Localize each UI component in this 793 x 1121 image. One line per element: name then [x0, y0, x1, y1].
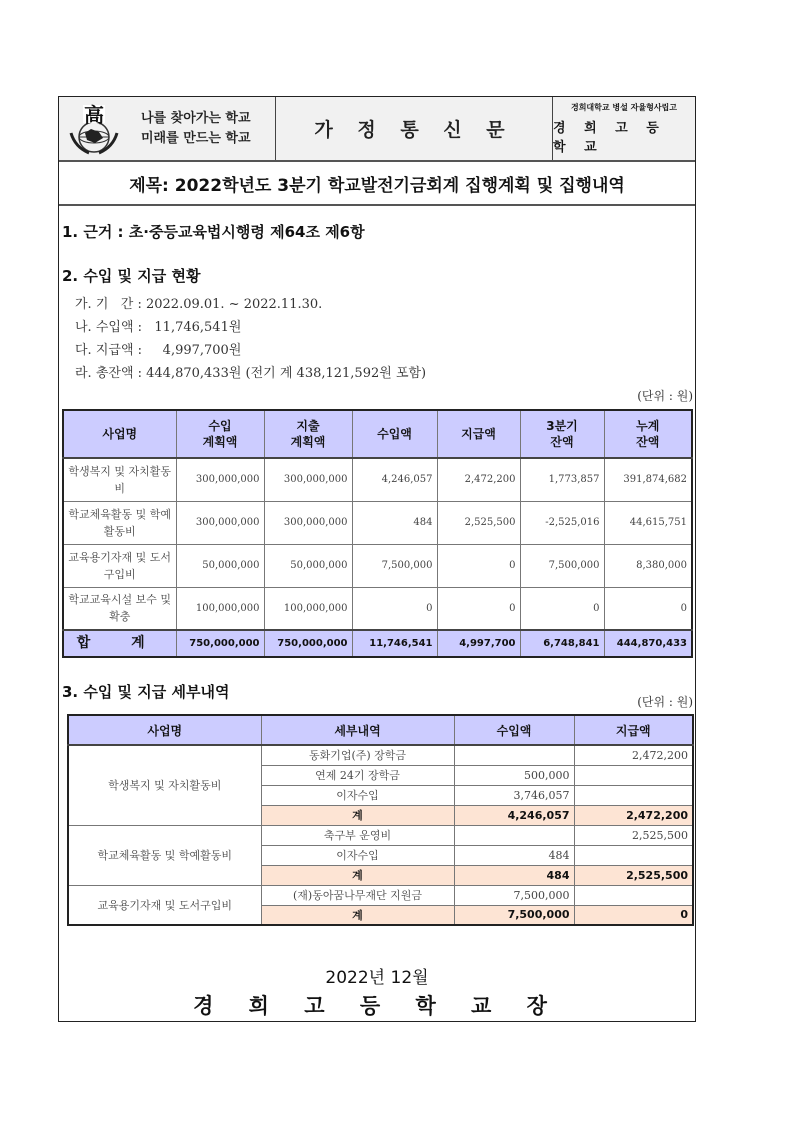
income-cell	[454, 825, 574, 845]
letterhead	[59, 97, 695, 162]
project-name: 학교교육시설 보수 및 확충	[63, 587, 176, 630]
project-name: 학생복지 및 자치활동비	[68, 745, 261, 825]
school-emblem-icon	[65, 103, 123, 155]
document-title: 제목: 2022학년도 3분기 학교발전기금회계 집행계획 및 집행내역	[59, 162, 695, 206]
letterhead-logo-cell	[59, 97, 276, 160]
project-name: 학교체육활동 및 학예활동비	[63, 501, 176, 544]
amount-cell: 300,000,000	[264, 458, 352, 501]
subtotal-label: 계	[261, 905, 454, 925]
subtotal-label: 계	[261, 865, 454, 885]
detail-cell: 연제 24기 장학금	[261, 765, 454, 785]
amount-cell: 2,472,200	[437, 458, 520, 501]
table-row	[63, 458, 692, 501]
col-header: 지급액	[437, 410, 520, 458]
total-cell: 750,000,000	[176, 630, 264, 657]
slogan-line-1: 나를 찾아가는 학교	[141, 111, 251, 126]
amount-cell: -2,525,016	[520, 501, 604, 544]
table-row	[68, 825, 693, 845]
budget-summary-table	[62, 409, 693, 658]
amount-cell: 8,380,000	[604, 544, 692, 587]
amount-cell: 300,000,000	[264, 501, 352, 544]
unit-label: (단위 : 원)	[637, 695, 693, 709]
amount-cell: 50,000,000	[264, 544, 352, 587]
amount-cell: 44,615,751	[604, 501, 692, 544]
detail-cell: (재)동아꿈나무재단 지원금	[261, 885, 454, 905]
detail-cell: 동화기업(주) 장학금	[261, 745, 454, 765]
total-label: 합 계	[63, 630, 176, 657]
section-1-heading: 1. 근거 : 초·중등교육법시행령 제64조 제6항	[62, 223, 365, 241]
issue-date: 2022년 12월	[325, 968, 429, 988]
income-cell: 484	[454, 845, 574, 865]
col-header: 수입 계획액	[176, 410, 264, 458]
section-3-heading: 3. 수입 및 지급 세부내역	[62, 683, 230, 701]
project-name: 학교체육활동 및 학예활동비	[68, 825, 261, 885]
income-cell: 500,000	[454, 765, 574, 785]
detail-cell: 이자수입	[261, 785, 454, 805]
table-row	[68, 745, 693, 765]
unit-label: (단위 : 원)	[637, 389, 693, 403]
school-name: 경 희 고 등 학 교	[553, 121, 666, 155]
table-row	[63, 587, 692, 630]
principal-signature: 경 희 고 등 학 교 장	[193, 994, 561, 1018]
table-header-row	[63, 410, 692, 458]
project-name: 교육용기자재 및 도서구입비	[63, 544, 176, 587]
amount-cell: 0	[437, 587, 520, 630]
amount-cell: 4,246,057	[352, 458, 437, 501]
table-row	[63, 501, 692, 544]
detail-cell: 축구부 운영비	[261, 825, 454, 845]
income-cell: 3,746,057	[454, 785, 574, 805]
expense-cell	[574, 885, 693, 905]
total-cell: 444,870,433	[604, 630, 692, 657]
col-header: 지출 계획액	[264, 410, 352, 458]
amount-cell: 7,500,000	[352, 544, 437, 587]
project-name: 학생복지 및 자치활동비	[63, 458, 176, 501]
total-cell: 4,997,700	[437, 630, 520, 657]
expense-cell: 2,525,500	[574, 825, 693, 845]
income-cell: 7,500,000	[454, 885, 574, 905]
col-header: 3분기 잔액	[520, 410, 604, 458]
table-row	[63, 544, 692, 587]
total-cell: 6,748,841	[520, 630, 604, 657]
newsletter-title: 가 정 통 신 문	[276, 97, 553, 160]
amount-cell: 0	[520, 587, 604, 630]
school-info	[553, 97, 695, 160]
expense-cell	[574, 765, 693, 785]
amount-cell: 50,000,000	[176, 544, 264, 587]
detail-table	[67, 714, 694, 926]
table-row	[68, 885, 693, 905]
col-header: 수입액	[454, 715, 574, 745]
amount-cell: 300,000,000	[176, 458, 264, 501]
school-slogan	[141, 109, 251, 149]
subtotal-label: 계	[261, 805, 454, 825]
svg-text:高: 高	[84, 103, 104, 127]
table-header-row	[68, 715, 693, 745]
school-subtitle: 경희대학교 병설 자율형사립고	[570, 103, 678, 112]
total-cell: 11,746,541	[352, 630, 437, 657]
col-header: 누계 잔액	[604, 410, 692, 458]
col-header: 사업명	[68, 715, 261, 745]
total-row	[63, 630, 692, 657]
amount-cell: 391,874,682	[604, 458, 692, 501]
section-2-heading: 2. 수입 및 지급 현황	[62, 267, 201, 285]
subtotal-expense: 2,472,200	[574, 805, 693, 825]
amount-cell: 100,000,000	[264, 587, 352, 630]
expense-cell: 2,472,200	[574, 745, 693, 765]
expense-cell	[574, 845, 693, 865]
col-header: 사업명	[63, 410, 176, 458]
amount-cell: 0	[437, 544, 520, 587]
col-header: 세부내역	[261, 715, 454, 745]
amount-cell: 1,773,857	[520, 458, 604, 501]
period-line: 가. 기 간 : 2022.09.01. ~ 2022.11.30.	[75, 297, 323, 312]
subtotal-income: 7,500,000	[454, 905, 574, 925]
expense-cell	[574, 785, 693, 805]
slogan-line-2: 미래를 만드는 학교	[141, 131, 251, 146]
subtotal-expense: 2,525,500	[574, 865, 693, 885]
balance-line: 라. 총잔액 : 444,870,433원 (전기 계 438,121,592원 포함)	[75, 366, 427, 381]
amount-cell: 100,000,000	[176, 587, 264, 630]
total-cell: 750,000,000	[264, 630, 352, 657]
detail-cell: 이자수입	[261, 845, 454, 865]
amount-cell: 7,500,000	[520, 544, 604, 587]
amount-cell: 484	[352, 501, 437, 544]
col-header: 수입액	[352, 410, 437, 458]
expense-line: 다. 지급액 : 4,997,700원	[75, 343, 242, 358]
amount-cell: 0	[352, 587, 437, 630]
subtotal-income: 484	[454, 865, 574, 885]
subtotal-expense: 0	[574, 905, 693, 925]
amount-cell: 2,525,500	[437, 501, 520, 544]
document-frame	[58, 96, 696, 1022]
subtotal-income: 4,246,057	[454, 805, 574, 825]
amount-cell: 300,000,000	[176, 501, 264, 544]
amount-cell: 0	[604, 587, 692, 630]
income-cell	[454, 745, 574, 765]
col-header: 지급액	[574, 715, 693, 745]
income-line: 나. 수입액 : 11,746,541원	[75, 320, 242, 335]
project-name: 교육용기자재 및 도서구입비	[68, 885, 261, 925]
